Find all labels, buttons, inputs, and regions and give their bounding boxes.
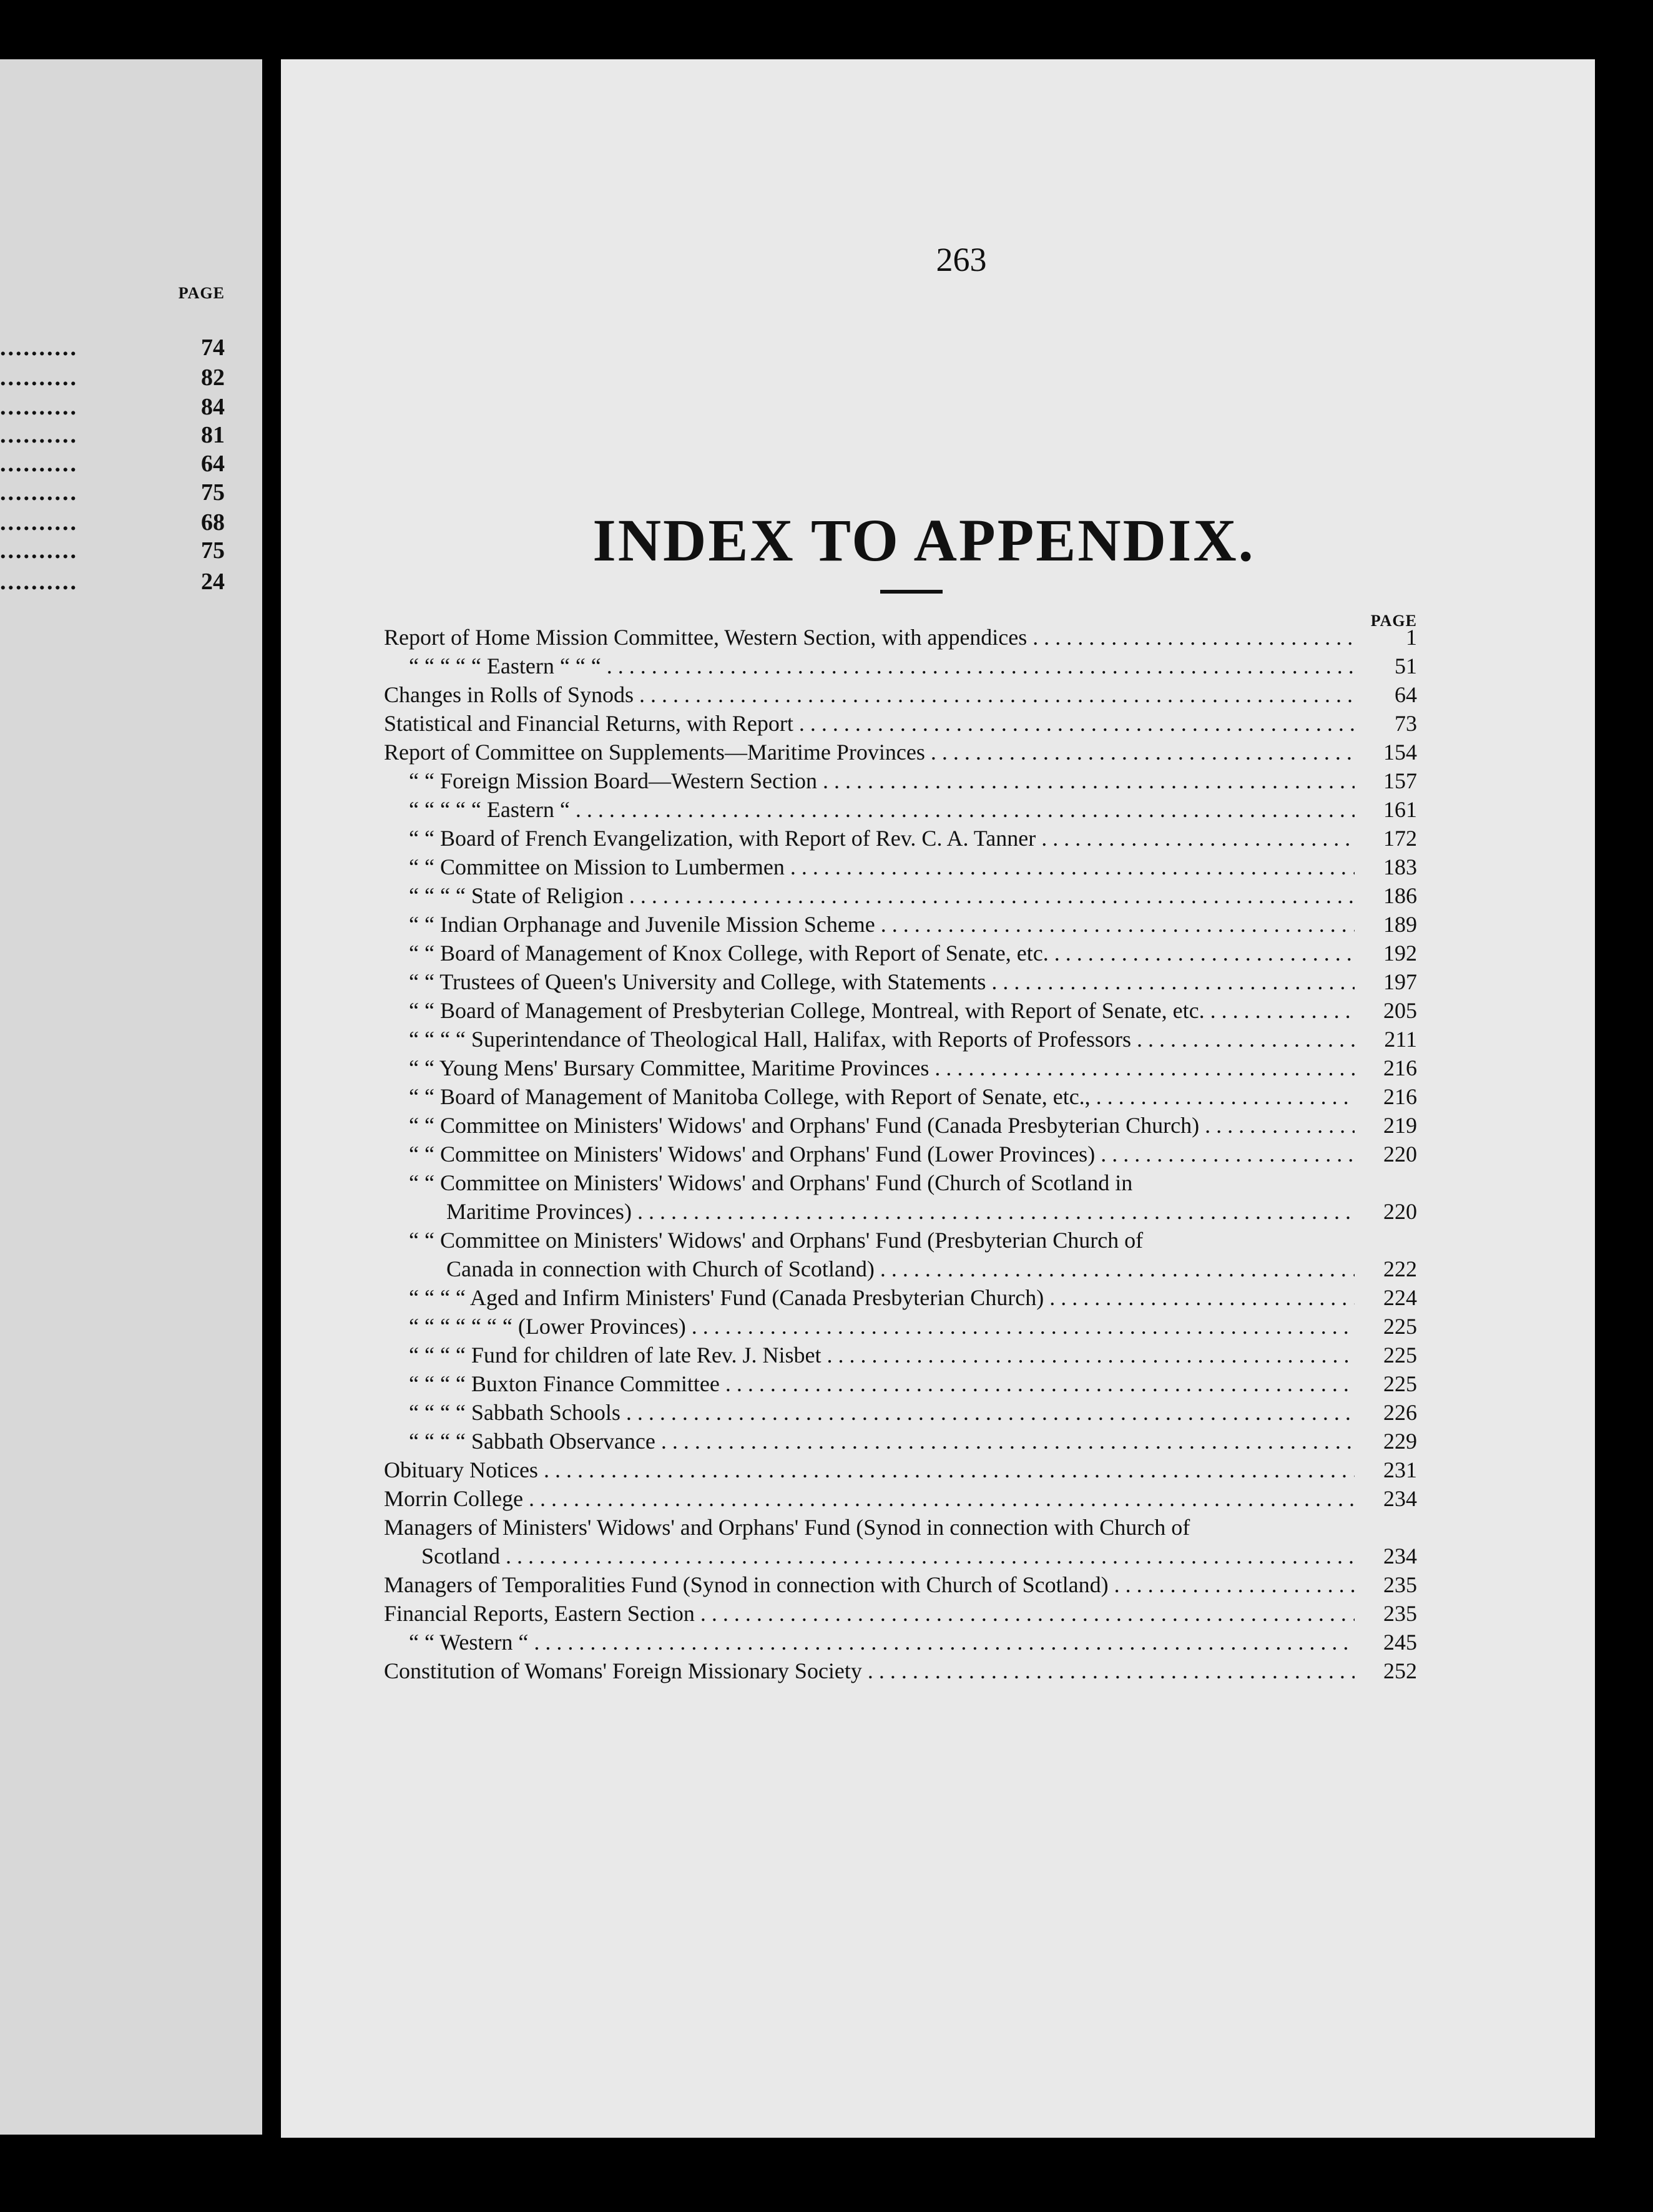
entry-text: “ “ Committee on Ministers' Widows' and Orphans' Fund (Church of Scotland in xyxy=(409,1170,1133,1195)
entry-page-number: 220 xyxy=(1383,1142,1417,1167)
page-column-header: PAGE xyxy=(1370,612,1417,630)
entry-page-number: 211 xyxy=(1384,1027,1417,1052)
index-entry xyxy=(384,1398,1417,1427)
entry-text: “ “ Committee on Ministers' Widows' and Orphans' Fund (Lower Provinces) . . . xyxy=(409,1140,1355,1168)
entry-text: “ “ “ “ Aged and Infirm Ministers' Fund (Canada Presbyterian Church) . . . xyxy=(409,1283,1355,1312)
index-entry xyxy=(384,1513,1417,1570)
entry-text: “ “ “ “ “ Eastern “ “ “ . . . xyxy=(409,652,1355,680)
entry-page-number: 189 xyxy=(1383,912,1417,937)
index-entry xyxy=(384,1427,1417,1456)
entry-text: “ “ “ “ “ “ “ (Lower Provinces) . . . xyxy=(409,1312,1355,1341)
index-entry xyxy=(384,623,1417,652)
entry-text: “ “ “ “ Buxton Finance Committee . . . xyxy=(409,1369,1355,1398)
entry-text: “ “ Board of Management of Manitoba College, with Report of Senate, etc., . . . xyxy=(409,1082,1355,1111)
index-entry xyxy=(384,910,1417,939)
entry-text: “ “ “ “ “ Eastern “ . . . xyxy=(409,795,1355,824)
entry-text: “ “ Board of Management of Knox College, with Report of Senate, etc. . . . xyxy=(409,939,1355,967)
index-entry xyxy=(384,1312,1417,1341)
dot-leader: .......... xyxy=(0,569,78,595)
entry-continuation: Canada in connection with Church of Scotland) . . . xyxy=(446,1255,1355,1283)
entry-page-number: 234 xyxy=(1383,1486,1417,1511)
dot-leader: .......... xyxy=(0,422,78,448)
facing-page-number: 84 xyxy=(201,394,225,420)
facing-page-number: 68 xyxy=(201,509,225,536)
entry-page-number: 229 xyxy=(1383,1429,1417,1454)
index-entry xyxy=(384,1369,1417,1398)
facing-page-number: 64 xyxy=(201,451,225,477)
index-entry xyxy=(384,1570,1417,1599)
entry-continuation: Scotland . . . xyxy=(421,1542,1355,1570)
entry-page-number: 235 xyxy=(1383,1572,1417,1597)
entry-continuation: Maritime Provinces) . . . xyxy=(446,1197,1355,1226)
facing-page-number: 81 xyxy=(201,422,225,448)
entry-page-number: 222 xyxy=(1383,1256,1417,1281)
entry-page-number: 216 xyxy=(1383,1084,1417,1109)
entry-text: “ “ Trustees of Queen's University and College, with Statements . . . xyxy=(409,967,1355,996)
entry-text: Changes in Rolls of Synods . . . xyxy=(384,680,1355,709)
index-entries xyxy=(384,623,1417,1685)
entry-page-number: 154 xyxy=(1383,740,1417,765)
dot-leader: .......... xyxy=(0,451,78,477)
entry-page-number: 234 xyxy=(1383,1544,1417,1568)
facing-page-number: 24 xyxy=(201,569,225,595)
index-entry xyxy=(384,853,1417,881)
index-entry xyxy=(384,967,1417,996)
entry-page-number: 183 xyxy=(1383,854,1417,879)
entry-page-number: 157 xyxy=(1383,768,1417,793)
entry-page-number: 219 xyxy=(1383,1113,1417,1138)
title-rule xyxy=(880,590,943,594)
entry-page-number: 252 xyxy=(1383,1658,1417,1683)
facing-page-number: 74 xyxy=(201,335,225,361)
entry-text: Morrin College . . . xyxy=(384,1484,1355,1513)
index-entry xyxy=(384,1341,1417,1369)
entry-text: “ “ Western “ . . . xyxy=(409,1628,1355,1657)
index-entry xyxy=(384,1283,1417,1312)
index-entry xyxy=(384,1657,1417,1685)
entry-page-number: 1 xyxy=(1406,625,1417,650)
entry-text: “ “ Committee on Ministers' Widows' and Orphans' Fund (Presbyterian Church of xyxy=(409,1228,1144,1253)
entry-text: Statistical and Financial Returns, with Report . . . xyxy=(384,709,1355,738)
entry-page-number: 225 xyxy=(1383,1343,1417,1368)
index-entry xyxy=(384,709,1417,738)
entry-page-number: 161 xyxy=(1383,797,1417,822)
entry-page-number: 231 xyxy=(1383,1457,1417,1482)
dot-leader: .......... xyxy=(0,365,78,391)
entry-page-number: 245 xyxy=(1383,1630,1417,1655)
index-page xyxy=(281,59,1595,2138)
entry-text: Financial Reports, Eastern Section . . . xyxy=(384,1599,1355,1628)
facing-page-number: 75 xyxy=(201,537,225,564)
entry-text: Report of Committee on Supplements—Maritime Provinces . . . xyxy=(384,738,1355,766)
index-entry xyxy=(384,996,1417,1025)
entry-page-number: 51 xyxy=(1395,653,1417,678)
entry-text: “ “ Board of French Evangelization, with Report of Rev. C. A. Tanner . . . xyxy=(409,824,1355,853)
entry-text: Constitution of Womans' Foreign Missionary Society . . . xyxy=(384,1657,1355,1685)
entry-text: Managers of Temporalities Fund (Synod in connection with Church of Scotland) . . . xyxy=(384,1570,1355,1599)
index-entry xyxy=(384,1082,1417,1111)
index-entry xyxy=(384,824,1417,853)
index-entry xyxy=(384,1628,1417,1657)
index-entry xyxy=(384,652,1417,680)
entry-text: “ “ “ “ State of Religion . . . xyxy=(409,881,1355,910)
index-entry xyxy=(384,766,1417,795)
page-title: INDEX TO APPENDIX. xyxy=(592,507,1255,574)
page-number: 263 xyxy=(936,241,987,278)
entry-page-number: 197 xyxy=(1383,969,1417,994)
entry-page-number: 216 xyxy=(1383,1055,1417,1080)
index-entry xyxy=(384,1226,1417,1283)
entry-page-number: 225 xyxy=(1383,1314,1417,1339)
dot-leader: .......... xyxy=(0,537,78,564)
facing-page-column-header: PAGE xyxy=(178,284,225,302)
index-entry xyxy=(384,881,1417,910)
index-entry xyxy=(384,1484,1417,1513)
entry-page-number: 186 xyxy=(1383,883,1417,908)
entry-page-number: 64 xyxy=(1395,682,1417,707)
entry-text: “ “ Foreign Mission Board—Western Section . . . xyxy=(409,766,1355,795)
index-entry xyxy=(384,1054,1417,1082)
facing-page-number: 75 xyxy=(201,479,225,506)
dot-leader: .......... xyxy=(0,509,78,536)
index-entry xyxy=(384,680,1417,709)
entry-page-number: 192 xyxy=(1383,941,1417,966)
entry-text: Obituary Notices . . . xyxy=(384,1456,1355,1484)
index-entry xyxy=(384,1111,1417,1140)
index-entry xyxy=(384,738,1417,766)
entry-text: “ “ “ “ Sabbath Observance . . . xyxy=(409,1427,1355,1456)
entry-text: “ “ Indian Orphanage and Juvenile Mission Scheme . . . xyxy=(409,910,1355,939)
entry-text: Managers of Ministers' Widows' and Orphans' Fund (Synod in connection with Church of xyxy=(384,1515,1190,1540)
index-entry xyxy=(384,1140,1417,1168)
entry-page-number: 225 xyxy=(1383,1371,1417,1396)
dot-leader: .......... xyxy=(0,394,78,420)
facing-page-row xyxy=(0,568,262,605)
entry-text: “ “ “ “ Sabbath Schools . . . xyxy=(409,1398,1355,1427)
entry-page-number: 73 xyxy=(1395,711,1417,736)
entry-text: “ “ Committee on Mission to Lumbermen . . . xyxy=(409,853,1355,881)
entry-page-number: 235 xyxy=(1383,1601,1417,1626)
entry-page-number: 224 xyxy=(1383,1285,1417,1310)
index-entry xyxy=(384,939,1417,967)
entry-page-number: 220 xyxy=(1383,1199,1417,1224)
index-entry xyxy=(384,1168,1417,1226)
dot-leader: .......... xyxy=(0,335,78,361)
index-entry xyxy=(384,1456,1417,1484)
entry-text: “ “ “ “ Fund for children of late Rev. J. Nisbet . . . xyxy=(409,1341,1355,1369)
facing-page-fragment xyxy=(0,59,262,2135)
dot-leader: .......... xyxy=(0,479,78,506)
book-gutter xyxy=(262,59,281,2135)
index-entry xyxy=(384,1599,1417,1628)
entry-text: “ “ Committee on Ministers' Widows' and Orphans' Fund (Canada Presbyterian Church) . . . xyxy=(409,1111,1355,1140)
index-entry xyxy=(384,1025,1417,1054)
index-entry xyxy=(384,795,1417,824)
facing-page-number: 82 xyxy=(201,365,225,391)
entry-text: Report of Home Mission Committee, Western Section, with appendices . . . xyxy=(384,623,1355,652)
entry-page-number: 172 xyxy=(1383,826,1417,851)
entry-text: “ “ Board of Management of Presbyterian College, Montreal, with Report of Senate, etc. . . . xyxy=(409,996,1355,1025)
entry-page-number: 226 xyxy=(1383,1400,1417,1425)
entry-text: “ “ Young Mens' Bursary Committee, Maritime Provinces . . . xyxy=(409,1054,1355,1082)
entry-page-number: 205 xyxy=(1383,998,1417,1023)
entry-text: “ “ “ “ Superintendance of Theological Hall, Halifax, with Reports of Professors . . . xyxy=(409,1025,1355,1054)
